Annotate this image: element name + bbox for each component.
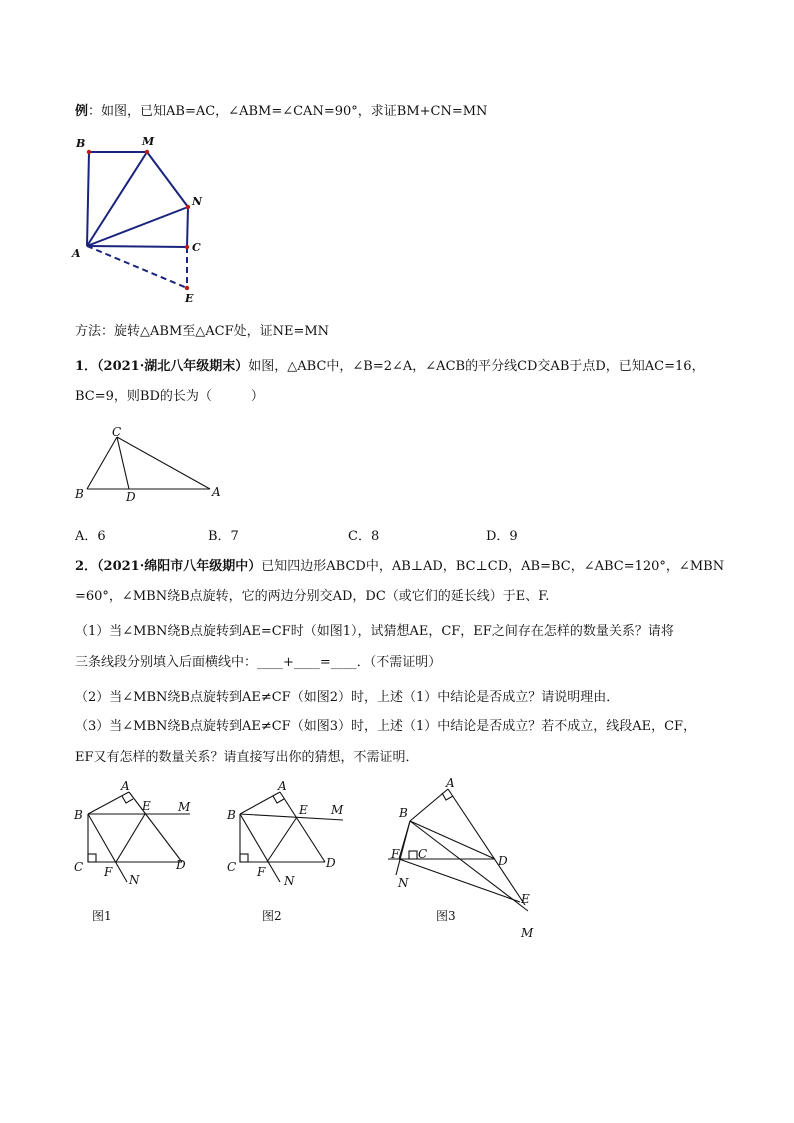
q2-text1: 已知四边形ABCD中，AB⊥AD，BC⊥CD，AB=BC，∠ABC=120°，∠MBN: [261, 559, 725, 574]
fig2-label-e: E: [299, 803, 308, 817]
fig2-label-d: D: [326, 856, 336, 870]
fig2-label-f: F: [257, 865, 266, 879]
fig3-label-f: F: [391, 847, 400, 861]
fig1-label-n: N: [129, 873, 140, 887]
fig3-label-b: B: [399, 806, 408, 820]
fig2-label-c: C: [227, 860, 237, 874]
q2-figure-2: [225, 772, 365, 892]
q1-label-b: B: [75, 487, 84, 501]
fig3-label-c: C: [418, 847, 428, 861]
q1-choice-d: D．9: [486, 529, 518, 544]
fig2-label-m: M: [331, 803, 344, 817]
fig2-label-a: A: [278, 779, 287, 793]
q2-caption-2: 图2: [262, 909, 282, 923]
q1-line1: [75, 357, 705, 377]
q1-choice-b: B．7: [208, 529, 239, 544]
q2-line1: [75, 557, 724, 577]
q1-choice-c: C．8: [348, 529, 380, 544]
ex-label-a: A: [72, 247, 81, 260]
q2-figure-3: [380, 775, 550, 945]
q1-label-d: D: [126, 490, 136, 504]
q2-caption-3: 图3: [436, 909, 456, 923]
fig1-label-f: F: [104, 865, 113, 879]
fig3-label-n: N: [398, 876, 409, 890]
fig1-label-m: M: [178, 800, 191, 814]
example-statement: [75, 102, 487, 122]
q2-caption-1: 图1: [92, 909, 112, 923]
fig1-label-b: B: [74, 808, 83, 822]
q1-choice-a: A．6: [75, 529, 106, 544]
fig3-label-a: A: [446, 776, 455, 790]
fig1-label-d: D: [176, 858, 186, 872]
q2-part1-a: （1）当∠MBN绕B点旋转到AE=CF时（如图1），试猜想AE，CF，EF之间存在怎样的数量关系？请将: [75, 624, 674, 639]
fig1-label-a: A: [121, 779, 130, 793]
q2-number: 2．: [75, 559, 98, 574]
ex-label-c: C: [192, 241, 201, 254]
q1-text1: 如图，△ABC中，∠B=2∠A，∠ACB的平分线CD交AB于点D，已知AC=16，: [248, 359, 705, 374]
example-prefix: 例: [75, 104, 89, 119]
ex-label-n: N: [192, 195, 203, 208]
ex-label-b: B: [76, 137, 86, 150]
q1-label-c: C: [112, 425, 122, 439]
q2-figure-1: [72, 772, 212, 892]
q1-line2: BC=9，则BD的长为（ ）: [75, 389, 264, 404]
q2-part2: （2）当∠MBN绕B点旋转到AE≠CF（如图2）时，上述（1）中结论是否成立？请说明理由．: [75, 690, 620, 705]
fig3-label-m: M: [521, 926, 534, 940]
q1-source: （2021·湖北八年级期末）: [97, 359, 249, 374]
q2-part3-a: （3）当∠MBN绕B点旋转到AE≠CF（如图3）时，上述（1）中结论是否成立？若不成立，线段AE，CF，: [75, 719, 697, 734]
q1-number: 1．: [75, 359, 98, 374]
fig1-label-e: E: [142, 799, 151, 813]
fig2-label-b: B: [227, 808, 236, 822]
ex-label-m: M: [142, 135, 155, 148]
q1-figure: [72, 425, 232, 505]
fig2-label-n: N: [284, 874, 295, 888]
q1-label-a: A: [212, 485, 221, 499]
q2-line2: =60°，∠MBN绕B点旋转，它的两边分别交AD，DC（或它们的延长线）于E、F.: [75, 589, 550, 604]
fig3-label-e: E: [521, 892, 530, 906]
fig1-label-c: C: [74, 860, 84, 874]
ex-label-e: E: [185, 292, 194, 305]
method-text: 方法：旋转△ABM至△ACF处，证NE=MN: [75, 324, 330, 339]
fig3-label-d: D: [498, 854, 508, 868]
example-figure: [70, 132, 220, 307]
q2-part1-b: 三条线段分别填入后面横线中：____+____=____．（不需证明）: [75, 655, 442, 670]
example-text: ：如图，已知AB=AC，∠ABM=∠CAN=90°，求证BM+CN=MN: [88, 104, 488, 119]
q2-part3-b: EF又有怎样的数量关系？请直接写出你的猜想，不需证明．: [75, 750, 419, 765]
q2-source: （2021·绵阳市八年级期中）: [97, 559, 262, 574]
